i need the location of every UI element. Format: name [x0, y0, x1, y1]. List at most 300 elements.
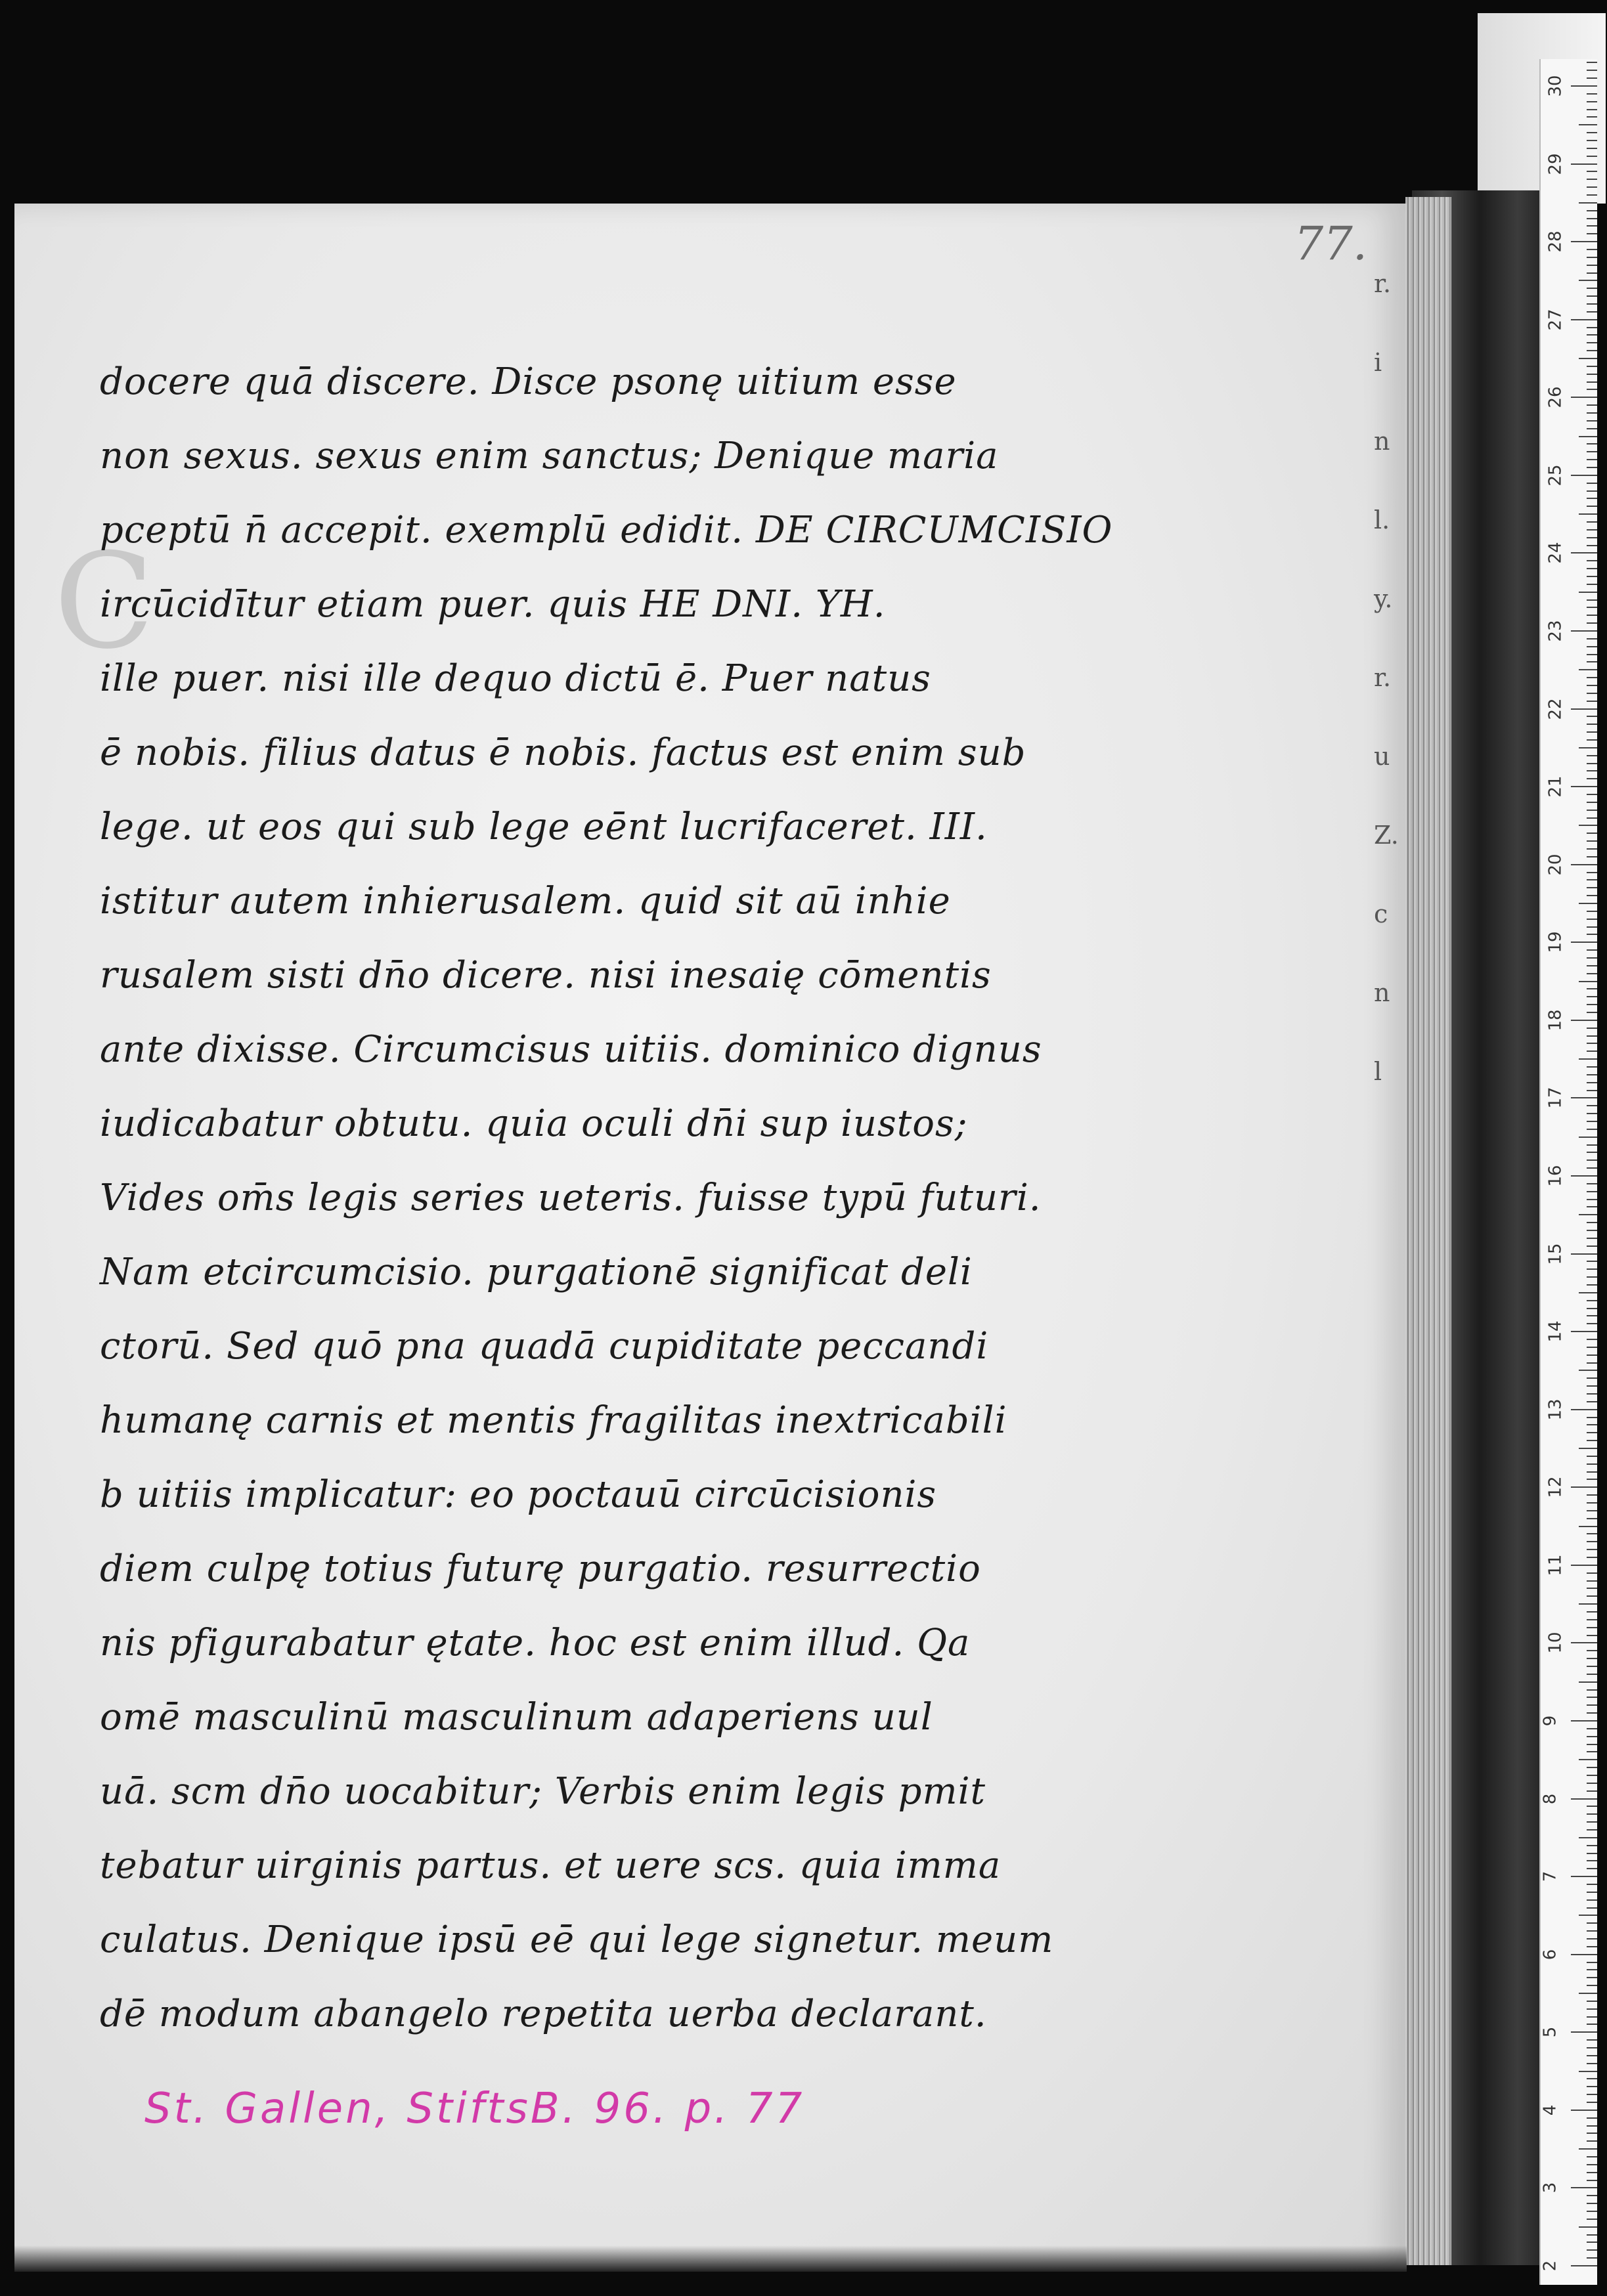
ruler-tick [1587, 1012, 1597, 1013]
ruler-tick [1587, 1347, 1597, 1348]
ruler-tick [1587, 895, 1597, 896]
ruler-tick [1579, 1993, 1597, 1994]
ruler-tick [1587, 1829, 1597, 1830]
ruler-tick [1587, 716, 1597, 717]
text-line: humanę carnis et mentis fragilitas inextricabili [100, 1399, 1007, 1442]
text-line: diem culpę totius futurę purgatio. resurrectio [100, 1548, 981, 1590]
ruler-tick [1587, 1518, 1597, 1519]
ruler-tick [1587, 490, 1597, 492]
ruler-tick [1587, 1907, 1597, 1909]
ruler-tick [1587, 350, 1597, 351]
ruler-tick [1587, 1658, 1597, 1659]
ruler-tick [1587, 1611, 1597, 1613]
ruler-label: 30 [1545, 75, 1566, 97]
ruler-label: 14 [1545, 1320, 1566, 1343]
text-line: dē modum abangelo repetita uerba declarant. [100, 1993, 987, 2035]
ruler-tick [1587, 529, 1597, 531]
ruler-tick [1571, 1175, 1597, 1177]
ruler-tick [1587, 1977, 1597, 1978]
ruler-tick [1587, 1432, 1597, 1433]
ruler-tick [1587, 1627, 1597, 1628]
ruler-tick [1587, 1892, 1597, 1893]
faded-initial: C [54, 525, 155, 678]
ruler-label: 5 [1540, 2027, 1560, 2038]
ruler-tick [1587, 1962, 1597, 1963]
ruler-tick [1587, 1082, 1597, 1083]
ruler-tick [1587, 926, 1597, 928]
ruler-tick [1571, 1642, 1597, 1643]
ruler-tick [1587, 537, 1597, 538]
text-line: iudicabatur obtutu. quia oculi dn̄i sup iustos; [100, 1102, 968, 1145]
ruler-tick [1587, 1152, 1597, 1153]
ruler-tick [1579, 124, 1597, 125]
ruler-tick [1571, 552, 1597, 553]
ruler-tick [1579, 2148, 1597, 2150]
ruler-tick [1571, 475, 1597, 476]
ruler-tick [1587, 1689, 1597, 1691]
page-shadow [14, 2245, 1407, 2272]
ruler-tick [1587, 1440, 1597, 1441]
ruler-tick [1587, 1167, 1597, 1169]
ruler-tick [1571, 708, 1597, 710]
ruler-tick [1587, 342, 1597, 343]
ruler-tick [1587, 1245, 1597, 1247]
ruler-tick [1587, 1362, 1597, 1364]
ruler-tick [1587, 1043, 1597, 1044]
ruler-label: 9 [1540, 1715, 1560, 1727]
ruler-tick [1587, 1588, 1597, 1589]
ruler-tick [1587, 560, 1597, 561]
ruler-tick [1579, 1292, 1597, 1293]
ruler-tick [1587, 1230, 1597, 1231]
ruler-tick [1587, 132, 1597, 133]
ruler-tick [1571, 2031, 1597, 2033]
ruler-tick [1587, 225, 1597, 227]
text-line: ctorū. Sed quō pna quadā cupiditate peccandi [100, 1325, 989, 1368]
ruler-label: 27 [1545, 309, 1566, 331]
text-line: non sexus. sexus enim sanctus; Denique maria [100, 435, 999, 477]
ruler-tick [1579, 592, 1597, 593]
ruler-tick [1587, 1354, 1597, 1356]
text-line: nis pfigurabatur ętate. hoc est enim illud. Qa [100, 1622, 971, 1664]
ruler-tick [1587, 833, 1597, 834]
text-line: b uitiis implicatur: eo poctauū circūcisionis [100, 1473, 937, 1516]
margin-note: n [1374, 978, 1390, 1007]
ruler-tick [1587, 1268, 1597, 1270]
ruler-tick [1587, 1471, 1597, 1473]
ruler-tick [1587, 1144, 1597, 1146]
ruler-label: 6 [1540, 1949, 1560, 1960]
ruler-tick [1579, 1681, 1597, 1683]
ruler-tick [1571, 1020, 1597, 1021]
ruler-tick [1579, 2226, 1597, 2228]
ruler-tick [1587, 451, 1597, 452]
ruler-tick [1579, 2071, 1597, 2072]
ruler-tick [1587, 1619, 1597, 1620]
ruler-tick [1587, 498, 1597, 499]
text-line: docere quā discere. Disce psonę uitium esse [100, 360, 957, 403]
ruler-tick [1587, 218, 1597, 219]
ruler-tick [1587, 1261, 1597, 1262]
ruler-tick [1587, 1159, 1597, 1161]
ruler-tick [1587, 2219, 1597, 2220]
ruler-tick [1587, 973, 1597, 974]
ruler-tick [1571, 1798, 1597, 1800]
ruler-label: 16 [1545, 1165, 1566, 1187]
ruler-tick [1571, 786, 1597, 787]
margin-note: r. [1374, 663, 1392, 692]
ruler-tick [1587, 2242, 1597, 2243]
ruler-tick [1587, 1090, 1597, 1091]
ruler-tick [1587, 381, 1597, 383]
ruler-tick [1587, 2180, 1597, 2181]
ruler-label: 15 [1545, 1243, 1566, 1265]
ruler-tick [1587, 272, 1597, 274]
ruler-tick [1587, 1744, 1597, 1745]
ruler-tick [1571, 2110, 1597, 2111]
ruler-tick [1587, 1790, 1597, 1792]
ruler-tick [1587, 1129, 1597, 1130]
ruler-tick [1587, 1238, 1597, 1239]
margin-note: c [1374, 899, 1388, 928]
ruler-tick [1571, 1253, 1597, 1255]
ruler-tick [1587, 731, 1597, 733]
ruler-tick [1587, 1821, 1597, 1823]
ruler-tick [1587, 1775, 1597, 1776]
ruler-label: 25 [1545, 464, 1566, 487]
ruler-tick [1587, 404, 1597, 406]
ruler-tick [1571, 864, 1597, 865]
ruler-tick [1587, 840, 1597, 842]
ruler-tick [1587, 257, 1597, 258]
ruler-tick [1587, 2117, 1597, 2119]
ruler-tick [1571, 630, 1597, 632]
ruler-tick [1587, 1494, 1597, 1496]
ruler-tick [1587, 428, 1597, 429]
ruler-tick [1587, 817, 1597, 819]
ruler-tick [1587, 1074, 1597, 1075]
ruler-tick [1571, 163, 1597, 165]
ruler-tick [1587, 1206, 1597, 1207]
ruler-label: 12 [1545, 1476, 1566, 1498]
ruler-tick [1571, 1565, 1597, 1566]
margin-note: n [1374, 427, 1390, 456]
text-line: rusalem sisti dn̄o dicere. nisi inesaię cōmentis [100, 954, 992, 997]
ruler-tick [1579, 981, 1597, 982]
ruler-tick [1587, 802, 1597, 803]
ruler-tick [1587, 1315, 1597, 1316]
ruler-tick [1587, 1276, 1597, 1278]
ruler-label: 22 [1545, 698, 1566, 720]
text-line: Vides om̄s legis series ueteris. fuisse typū futuri. [100, 1177, 1042, 1219]
ruler-tick [1587, 1728, 1597, 1729]
ruler-tick [1587, 607, 1597, 608]
ruler-tick [1587, 1884, 1597, 1885]
ruler-tick [1587, 1541, 1597, 1542]
ruler-tick [1587, 724, 1597, 725]
ruler-tick [1587, 1635, 1597, 1636]
ruler-label: 8 [1540, 1793, 1560, 1804]
ruler-tick [1587, 327, 1597, 328]
ruler-tick [1587, 1666, 1597, 1667]
ruler-tick [1587, 1191, 1597, 1192]
ruler-tick [1587, 919, 1597, 920]
ruler-tick [1587, 148, 1597, 149]
text-line: ircūcidītur etiam puer. quis HE DNI. YH. [100, 583, 886, 626]
ruler-tick [1587, 965, 1597, 966]
ruler-tick [1587, 1051, 1597, 1052]
ruler-tick [1587, 1580, 1597, 1582]
margin-note: u [1374, 742, 1390, 771]
ruler-tick [1571, 942, 1597, 943]
ruler-tick [1587, 521, 1597, 523]
ruler-label: 10 [1545, 1632, 1566, 1654]
ruler-tick [1587, 848, 1597, 850]
ruler-label: 2 [1540, 2260, 1560, 2272]
ruler-tick [1587, 599, 1597, 601]
ruler-tick [1587, 763, 1597, 764]
ruler-tick [1587, 1853, 1597, 1854]
ruler-tick [1587, 2140, 1597, 2142]
ruler-tick [1587, 1845, 1597, 1846]
ruler-tick [1587, 1339, 1597, 1340]
ruler-tick [1587, 194, 1597, 196]
ruler-tick [1579, 1837, 1597, 1838]
ruler-tick [1587, 101, 1597, 102]
ruler-tick [1587, 1308, 1597, 1309]
ruler-tick [1571, 1876, 1597, 1877]
ruler-tick [1587, 794, 1597, 795]
ruler-tick [1587, 2078, 1597, 2079]
ruler-tick [1587, 770, 1597, 771]
ruler-tick [1587, 879, 1597, 880]
ruler-tick [1587, 693, 1597, 694]
margin-note: i [1374, 348, 1382, 377]
library-reference: St. Gallen, StiftsB. 96. p. 77 [144, 2085, 805, 2133]
ruler-tick [1579, 280, 1597, 281]
ruler-tick [1587, 171, 1597, 172]
ruler-tick [1587, 2195, 1597, 2196]
ruler-tick [1587, 1199, 1597, 1200]
ruler-tick [1587, 233, 1597, 234]
ruler-tick [1587, 1035, 1597, 1037]
ruler-label: 4 [1540, 2104, 1560, 2116]
ruler-tick [1587, 646, 1597, 647]
ruler-tick [1587, 2172, 1597, 2173]
ruler-tick [1587, 576, 1597, 577]
ruler-label: 26 [1545, 386, 1566, 408]
ruler-tick [1587, 2024, 1597, 2025]
ruler-tick [1587, 2102, 1597, 2103]
ruler-tick [1587, 2001, 1597, 2002]
ruler-tick [1587, 1946, 1597, 1947]
ruler-tick [1587, 2016, 1597, 2018]
ruler-tick [1587, 1557, 1597, 1558]
page-edges [1405, 197, 1451, 2265]
ruler-tick [1587, 366, 1597, 367]
ruler-tick [1587, 739, 1597, 741]
ruler-tick [1587, 1549, 1597, 1550]
ruler-tick [1587, 1284, 1597, 1286]
ruler-tick [1587, 2203, 1597, 2204]
ruler-tick [1587, 701, 1597, 702]
margin-note: l. [1374, 506, 1390, 534]
ruler-tick [1587, 934, 1597, 935]
ruler-tick [1587, 62, 1597, 63]
ruler-tick [1587, 2156, 1597, 2157]
ruler-tick [1587, 654, 1597, 655]
ruler-tick [1587, 1985, 1597, 1986]
ruler-tick [1571, 1486, 1597, 1488]
ruler-tick [1587, 1922, 1597, 1924]
ruler-label: 7 [1540, 1871, 1560, 1882]
ruler-tick [1587, 506, 1597, 507]
ruler-tick [1587, 1969, 1597, 1970]
ruler-label: 24 [1545, 542, 1566, 564]
ruler-tick [1587, 872, 1597, 873]
ruler-tick [1571, 1097, 1597, 1098]
ruler-tick [1587, 109, 1597, 110]
ruler-tick [1587, 1066, 1597, 1068]
ruler-tick [1579, 1448, 1597, 1449]
text-line: uā. scm dn̄o uocabitur; Verbis enim legis pmit [100, 1770, 986, 1813]
ruler-tick [1587, 1401, 1597, 1402]
manuscript-text [100, 345, 1229, 2051]
ruler-tick [1587, 1533, 1597, 1534]
ruler-label: 13 [1545, 1398, 1566, 1421]
ruler-tick [1587, 1300, 1597, 1301]
ruler-tick [1587, 2249, 1597, 2251]
margin-note: r. [1374, 269, 1392, 298]
ruler-tick [1579, 358, 1597, 359]
ruler-tick [1571, 2265, 1597, 2266]
ruler-tick [1587, 93, 1597, 95]
ruler-tick [1587, 615, 1597, 616]
ruler-tick [1587, 1393, 1597, 1395]
ruler-tick [1587, 1868, 1597, 1869]
ruler-label: 23 [1545, 620, 1566, 642]
ruler-tick [1587, 467, 1597, 468]
ruler-tick [1587, 911, 1597, 912]
ruler-tick [1587, 1323, 1597, 1324]
ruler-tick [1579, 669, 1597, 670]
ruler-tick [1587, 568, 1597, 569]
text-line: Nam etcircumcisio. purgationē significat deli [100, 1251, 973, 1293]
ruler-tick [1587, 584, 1597, 585]
ruler-tick [1579, 202, 1597, 204]
ruler-tick [1587, 755, 1597, 756]
ruler-tick [1587, 1704, 1597, 1706]
ruler-label: 19 [1545, 931, 1566, 953]
text-line: lege. ut eos qui sub lege eēnt lucrifaceret. III. [100, 806, 988, 848]
ruler-tick [1587, 957, 1597, 959]
ruler-tick [1579, 436, 1597, 437]
ruler-tick [1587, 638, 1597, 639]
ruler-tick [1587, 2086, 1597, 2087]
ruler-tick [1587, 249, 1597, 250]
ruler-tick [1587, 288, 1597, 289]
ruler-tick [1587, 622, 1597, 624]
ruler-tick [1587, 1417, 1597, 1418]
ruler-tick [1587, 1899, 1597, 1901]
ruler-tick [1587, 685, 1597, 686]
ruler-tick [1587, 77, 1597, 79]
ruler-tick [1587, 2094, 1597, 2095]
ruler-tick [1587, 887, 1597, 888]
ruler-tick [1587, 2234, 1597, 2236]
ruler-tick [1587, 1572, 1597, 1574]
ruler-tick [1587, 1385, 1597, 1387]
ruler-tick [1587, 1113, 1597, 1114]
ruler-tick [1587, 2039, 1597, 2041]
ruler-tick [1587, 2055, 1597, 2056]
ruler-label: 20 [1545, 854, 1566, 876]
ruler-tick [1587, 1222, 1597, 1223]
ruler-tick [1587, 661, 1597, 662]
ruler-tick [1587, 443, 1597, 444]
ruler-tick [1587, 459, 1597, 460]
text-line: tebatur uirginis partus. et uere scs. quia imma [100, 1844, 1002, 1887]
ruler-tick [1579, 1137, 1597, 1138]
ruler-tick [1579, 1370, 1597, 1371]
ruler-tick [1587, 116, 1597, 118]
ruler-tick [1587, 295, 1597, 297]
ruler-tick [1587, 265, 1597, 266]
ruler-tick [1587, 1595, 1597, 1597]
ruler-tick [1587, 1860, 1597, 1861]
ruler-tick [1587, 2008, 1597, 2010]
ruler-tick [1571, 85, 1597, 87]
ruler-tick [1587, 2047, 1597, 2048]
ruler-tick [1587, 949, 1597, 951]
ruler-label: 21 [1545, 775, 1566, 798]
ruler-tick [1587, 2211, 1597, 2212]
ruler-tick [1587, 303, 1597, 305]
ruler-label: 18 [1545, 1009, 1566, 1031]
ruler-tick [1579, 1214, 1597, 1215]
ruler-tick [1587, 389, 1597, 390]
ruler-tick [1587, 856, 1597, 857]
ruler-tick [1587, 2125, 1597, 2127]
ruler-tick [1587, 778, 1597, 779]
ruler-tick [1587, 420, 1597, 422]
ruler-tick [1587, 311, 1597, 313]
ruler-tick [1587, 1028, 1597, 1029]
ruler-tick [1587, 70, 1597, 71]
ruler-tick [1587, 1479, 1597, 1480]
ruler-tick [1579, 1058, 1597, 1060]
ruler-tick [1587, 1783, 1597, 1784]
ruler-tick [1587, 677, 1597, 678]
ruler-tick [1587, 483, 1597, 484]
ruler-tick [1587, 1930, 1597, 1932]
ruler-tick [1587, 1463, 1597, 1465]
ruler-tick [1587, 1456, 1597, 1457]
ruler-tick [1587, 140, 1597, 141]
ruler-label: 3 [1540, 2182, 1560, 2194]
text-line: istitur autem inhierusalem. quid sit aū inhie [100, 880, 951, 922]
ruler-tick [1587, 1806, 1597, 1807]
ruler-tick [1571, 2187, 1597, 2188]
ruler-tick [1587, 1502, 1597, 1504]
ruler-tick [1587, 412, 1597, 414]
ruler-label: 11 [1545, 1554, 1566, 1576]
manuscript-page [14, 204, 1407, 2272]
margin-note: l [1374, 1057, 1382, 1086]
ruler-tick [1571, 319, 1597, 320]
ruler-tick [1587, 1650, 1597, 1651]
ruler-label: 17 [1545, 1087, 1566, 1109]
